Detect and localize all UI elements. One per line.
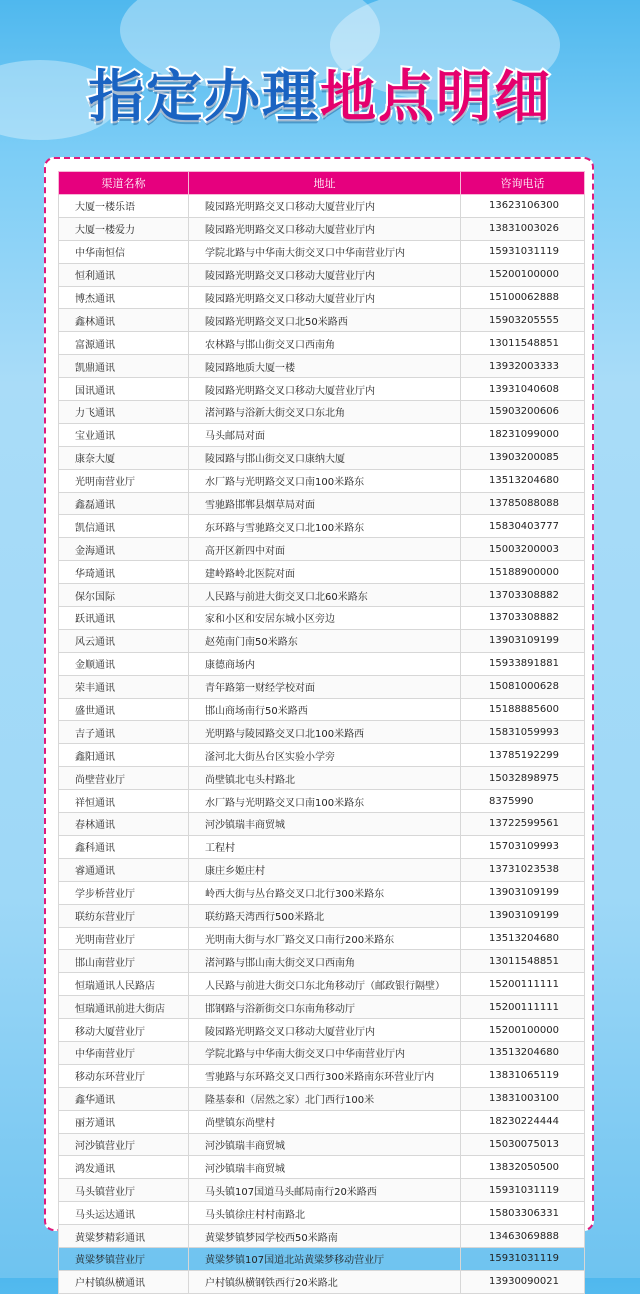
- table-row: [59, 835, 585, 858]
- cell-phone: 15831059993: [461, 721, 585, 744]
- cell-address: 河沙镇瑞丰商贸城: [189, 813, 461, 836]
- table-row: [59, 1156, 585, 1179]
- table-row: [59, 1041, 585, 1064]
- table-row: [59, 1247, 585, 1270]
- cell-channel-name: 华琦通讯: [59, 561, 189, 584]
- cell-phone: 18231099000: [461, 423, 585, 446]
- cell-address: 工程村: [189, 835, 461, 858]
- table-row: [59, 309, 585, 332]
- cell-channel-name: 光明南营业厅: [59, 469, 189, 492]
- cell-address: 河沙镇瑞丰商贸城: [189, 1156, 461, 1179]
- cell-address: 康庄乡姬庄村: [189, 858, 461, 881]
- header-address: 地址: [189, 172, 461, 195]
- cell-phone: 13463069888: [461, 1225, 585, 1248]
- table-body: [59, 195, 585, 1294]
- cell-phone: 13831065119: [461, 1064, 585, 1087]
- cell-phone: 15188900000: [461, 561, 585, 584]
- cell-address: 马头镇徐庄村村南路北: [189, 1202, 461, 1225]
- cell-channel-name: 黄粱梦镇营业厅: [59, 1247, 189, 1270]
- table-row: [59, 1202, 585, 1225]
- table-row: [59, 996, 585, 1019]
- table-header-row: [59, 172, 585, 195]
- cell-channel-name: 康奈大厦: [59, 446, 189, 469]
- table-row: [59, 401, 585, 424]
- cell-address: 马头镇107国道马头邮局南行20米路西: [189, 1179, 461, 1202]
- table-row: [59, 744, 585, 767]
- cell-channel-name: 中华南恒信: [59, 240, 189, 263]
- cell-channel-name: 尚壁营业厅: [59, 767, 189, 790]
- cell-phone: 15903200606: [461, 401, 585, 424]
- cell-phone: 15703109993: [461, 835, 585, 858]
- cell-phone: 13903200085: [461, 446, 585, 469]
- cell-phone: 8375990: [461, 790, 585, 813]
- cell-channel-name: 鑫磊通讯: [59, 492, 189, 515]
- cell-channel-name: 学步桥营业厅: [59, 881, 189, 904]
- cell-channel-name: 金海通讯: [59, 538, 189, 561]
- cell-channel-name: 保尔国际: [59, 584, 189, 607]
- cell-address: 学院北路与中华南大街交叉口中华南营业厅内: [189, 1041, 461, 1064]
- cell-channel-name: 联纺东营业厅: [59, 904, 189, 927]
- cell-phone: 13731023538: [461, 858, 585, 881]
- table-row: [59, 195, 585, 218]
- table-row: [59, 607, 585, 630]
- cell-channel-name: 睿通通讯: [59, 858, 189, 881]
- cell-phone: 15188885600: [461, 698, 585, 721]
- table-row: [59, 1019, 585, 1042]
- cell-address: 邯山商场南行50米路西: [189, 698, 461, 721]
- table-row: [59, 492, 585, 515]
- table-row: [59, 767, 585, 790]
- cell-phone: 15200111111: [461, 973, 585, 996]
- cell-phone: 15931031119: [461, 240, 585, 263]
- cell-phone: 13703308882: [461, 607, 585, 630]
- table-row: [59, 675, 585, 698]
- cell-channel-name: 光明南营业厅: [59, 927, 189, 950]
- table-row: [59, 263, 585, 286]
- cell-address: 陵园路光明路交叉口移动大厦营业厅内: [189, 286, 461, 309]
- cell-address: 人民路与前进大街交口东北角移动厅（邮政银行隔壁）: [189, 973, 461, 996]
- cell-phone: 13011548851: [461, 332, 585, 355]
- title-part-1: 指定办理: [88, 65, 320, 130]
- cell-phone: 15003200003: [461, 538, 585, 561]
- cell-address: 邯钢路与浴新街交口东南角移动厅: [189, 996, 461, 1019]
- cell-channel-name: 鑫华通讯: [59, 1087, 189, 1110]
- cell-phone: 13903109199: [461, 904, 585, 927]
- table-row: [59, 515, 585, 538]
- cell-channel-name: 风云通讯: [59, 629, 189, 652]
- cell-address: 渚河路与邯山南大街交叉口西南角: [189, 950, 461, 973]
- table-row: [59, 813, 585, 836]
- cell-channel-name: 恒利通讯: [59, 263, 189, 286]
- cell-phone: 13513204680: [461, 1041, 585, 1064]
- cell-address: 青年路第一财经学校对面: [189, 675, 461, 698]
- cell-address: 陵园路地质大厦一楼: [189, 355, 461, 378]
- cell-address: 渚河路与浴新大街交叉口东北角: [189, 401, 461, 424]
- cell-channel-name: 鑫阳通讯: [59, 744, 189, 767]
- cell-address: 水厂路与光明路交叉口南100米路东: [189, 790, 461, 813]
- table-row: [59, 858, 585, 881]
- cell-phone: 15931031119: [461, 1247, 585, 1270]
- cell-phone: 13513204680: [461, 469, 585, 492]
- cell-address: 建岭路岭北医院对面: [189, 561, 461, 584]
- cell-phone: 15803306331: [461, 1202, 585, 1225]
- cell-channel-name: 恒瑞通讯前进大街店: [59, 996, 189, 1019]
- cell-channel-name: 吉子通讯: [59, 721, 189, 744]
- cell-address: 陵园路光明路交叉口北50米路西: [189, 309, 461, 332]
- table-row: [59, 240, 585, 263]
- header-phone: 咨询电话: [461, 172, 585, 195]
- cell-address: 赵苑南门南50米路东: [189, 629, 461, 652]
- cell-phone: 13831003026: [461, 217, 585, 240]
- table-row: [59, 286, 585, 309]
- table-row: [59, 1064, 585, 1087]
- cell-address: 马头邮局对面: [189, 423, 461, 446]
- cell-channel-name: 大厦一楼爱力: [59, 217, 189, 240]
- cell-address: 雪驰路邯郸县烟草局对面: [189, 492, 461, 515]
- cell-channel-name: 移动东环营业厅: [59, 1064, 189, 1087]
- cell-phone: 15200111111: [461, 996, 585, 1019]
- table-row: [59, 904, 585, 927]
- table-row: [59, 1270, 585, 1293]
- cell-phone: 13703308882: [461, 584, 585, 607]
- cell-phone: 13831003100: [461, 1087, 585, 1110]
- cell-channel-name: 祥恒通讯: [59, 790, 189, 813]
- cell-address: 河沙镇瑞丰商贸城: [189, 1133, 461, 1156]
- cell-address: 滏河北大街丛台区实验小学旁: [189, 744, 461, 767]
- cell-address: 陵园路光明路交叉口移动大厦营业厅内: [189, 263, 461, 286]
- cell-channel-name: 跃讯通讯: [59, 607, 189, 630]
- cell-address: 隆基泰和（居然之家）北门西行100米: [189, 1087, 461, 1110]
- cell-channel-name: 富源通讯: [59, 332, 189, 355]
- table-row: [59, 584, 585, 607]
- title-part-2: 地点明细: [320, 65, 552, 130]
- cell-phone: 13930090021: [461, 1270, 585, 1293]
- cell-address: 黄粱梦镇107国道北站黄粱梦移动营业厅: [189, 1247, 461, 1270]
- cell-channel-name: 春林通讯: [59, 813, 189, 836]
- table-row: [59, 446, 585, 469]
- cell-channel-name: 鑫科通讯: [59, 835, 189, 858]
- table-row: [59, 1133, 585, 1156]
- location-card: [44, 157, 594, 1290]
- cell-channel-name: 金顺通讯: [59, 652, 189, 675]
- table-row: [59, 332, 585, 355]
- cell-channel-name: 移动大厦营业厅: [59, 1019, 189, 1042]
- table-row: [59, 881, 585, 904]
- cell-channel-name: 马头运达通讯: [59, 1202, 189, 1225]
- cell-address: 尚壁镇东尚壁村: [189, 1110, 461, 1133]
- cell-channel-name: 力飞通讯: [59, 401, 189, 424]
- table-row: [59, 790, 585, 813]
- cell-channel-name: 盛世通讯: [59, 698, 189, 721]
- table-row: [59, 629, 585, 652]
- location-table: [58, 171, 585, 1294]
- table-row: [59, 1225, 585, 1248]
- page-title: [0, 58, 640, 138]
- cell-address: 农林路与邯山街交叉口西南角: [189, 332, 461, 355]
- cell-channel-name: 恒瑞通讯人民路店: [59, 973, 189, 996]
- cell-channel-name: 荣丰通讯: [59, 675, 189, 698]
- cell-channel-name: 丽芳通讯: [59, 1110, 189, 1133]
- cell-address: 尚壁镇北屯头村路北: [189, 767, 461, 790]
- table-row: [59, 378, 585, 401]
- table-row: [59, 423, 585, 446]
- cell-address: 水厂路与光明路交叉口南100米路东: [189, 469, 461, 492]
- cell-phone: 13903109199: [461, 881, 585, 904]
- cell-channel-name: 博杰通讯: [59, 286, 189, 309]
- cell-channel-name: 凯信通讯: [59, 515, 189, 538]
- cell-address: 陵园路与邯山街交叉口康纳大厦: [189, 446, 461, 469]
- cell-phone: 15081000628: [461, 675, 585, 698]
- cell-phone: 15100062888: [461, 286, 585, 309]
- table-row: [59, 469, 585, 492]
- cell-channel-name: 鑫林通讯: [59, 309, 189, 332]
- cell-address: 雪驰路与东环路交叉口西行300米路南东环营业厅内: [189, 1064, 461, 1087]
- cell-phone: 15030075013: [461, 1133, 585, 1156]
- cell-phone: 15931031119: [461, 1179, 585, 1202]
- table-row: [59, 698, 585, 721]
- cell-phone: 13931040608: [461, 378, 585, 401]
- cell-address: 人民路与前进大街交叉口北60米路东: [189, 584, 461, 607]
- cell-address: 康德商场内: [189, 652, 461, 675]
- table-row: [59, 538, 585, 561]
- cell-phone: 15830403777: [461, 515, 585, 538]
- cell-channel-name: 国讯通讯: [59, 378, 189, 401]
- cell-channel-name: 河沙镇营业厅: [59, 1133, 189, 1156]
- cell-channel-name: 黄粱梦精彩通讯: [59, 1225, 189, 1248]
- cell-address: 光明南大街与水厂路交叉口南行200米路东: [189, 927, 461, 950]
- cell-address: 陵园路光明路交叉口移动大厦营业厅内: [189, 217, 461, 240]
- cell-phone: 15200100000: [461, 263, 585, 286]
- table-row: [59, 973, 585, 996]
- table-row: [59, 950, 585, 973]
- cell-address: 光明路与陵园路交叉口北100米路西: [189, 721, 461, 744]
- cell-address: 黄粱梦镇梦园学校西50米路南: [189, 1225, 461, 1248]
- cell-phone: 13785088088: [461, 492, 585, 515]
- table-row: [59, 355, 585, 378]
- cell-address: 家和小区和安居东城小区旁边: [189, 607, 461, 630]
- cell-address: 陵园路光明路交叉口移动大厦营业厅内: [189, 378, 461, 401]
- table-row: [59, 1179, 585, 1202]
- cell-phone: 13932003333: [461, 355, 585, 378]
- cell-phone: 13903109199: [461, 629, 585, 652]
- cell-phone: 13785192299: [461, 744, 585, 767]
- cell-phone: 13011548851: [461, 950, 585, 973]
- cell-phone: 13623106300: [461, 195, 585, 218]
- cell-address: 高开区新四中对面: [189, 538, 461, 561]
- cell-address: 陵园路光明路交叉口移动大厦营业厅内: [189, 1019, 461, 1042]
- table-row: [59, 927, 585, 950]
- table-row: [59, 652, 585, 675]
- cell-address: 陵园路光明路交叉口移动大厦营业厅内: [189, 195, 461, 218]
- cell-phone: 15933891881: [461, 652, 585, 675]
- header-channel-name: 渠道名称: [59, 172, 189, 195]
- cell-phone: 13722599561: [461, 813, 585, 836]
- cell-phone: 15032898975: [461, 767, 585, 790]
- cell-address: 岭西大街与丛台路交叉口北行300米路东: [189, 881, 461, 904]
- table-row: [59, 561, 585, 584]
- cell-phone: 13832050500: [461, 1156, 585, 1179]
- cell-channel-name: 邯山南营业厅: [59, 950, 189, 973]
- cell-channel-name: 马头镇营业厅: [59, 1179, 189, 1202]
- cell-channel-name: 中华南营业厅: [59, 1041, 189, 1064]
- table-row: [59, 217, 585, 240]
- cell-address: 户村镇纵横钢铁西行20米路北: [189, 1270, 461, 1293]
- cell-channel-name: 户村镇纵横通讯: [59, 1270, 189, 1293]
- cell-phone: 13513204680: [461, 927, 585, 950]
- cell-address: 学院北路与中华南大街交叉口中华南营业厅内: [189, 240, 461, 263]
- cell-phone: 15903205555: [461, 309, 585, 332]
- cell-channel-name: 大厦一楼乐语: [59, 195, 189, 218]
- cell-phone: 15200100000: [461, 1019, 585, 1042]
- cell-channel-name: 鸿发通讯: [59, 1156, 189, 1179]
- cell-phone: 18230224444: [461, 1110, 585, 1133]
- cell-channel-name: 凯鼎通讯: [59, 355, 189, 378]
- table-row: [59, 1087, 585, 1110]
- table-row: [59, 721, 585, 744]
- cell-channel-name: 宝业通讯: [59, 423, 189, 446]
- cell-address: 联纺路天湾西行500米路北: [189, 904, 461, 927]
- cell-address: 东环路与雪驰路交叉口北100米路东: [189, 515, 461, 538]
- table-row: [59, 1110, 585, 1133]
